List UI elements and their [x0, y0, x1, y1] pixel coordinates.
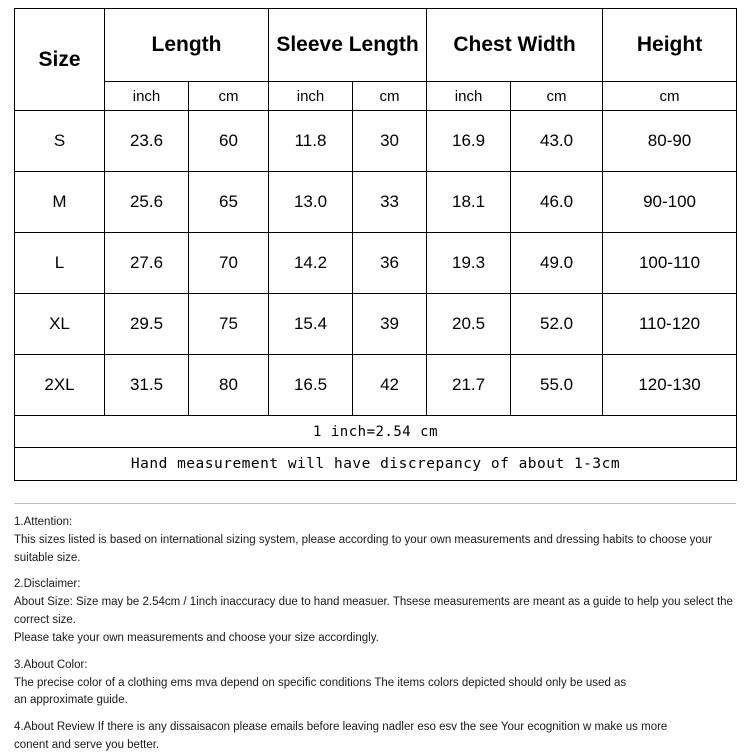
footnote-discrepancy: Hand measurement will have discrepancy of about 1-3cm: [15, 448, 737, 481]
unit-height-cm: cm: [603, 82, 737, 111]
cell-sleeve-inch: 15.4: [269, 294, 353, 355]
note-about-review: [14, 719, 736, 755]
cell-sleeve-inch: 14.2: [269, 233, 353, 294]
cell-chest-inch: 21.7: [427, 355, 511, 416]
cell-sleeve-inch: 16.5: [269, 355, 353, 416]
size-chart-table: [14, 8, 737, 481]
cell-chest-inch: 19.3: [427, 233, 511, 294]
cell-length-cm: 80: [189, 355, 269, 416]
footnote-conversion: 1 inch=2.54 cm: [15, 416, 737, 448]
cell-length-cm: 60: [189, 111, 269, 172]
cell-size: S: [15, 111, 105, 172]
note-attention: [14, 514, 736, 567]
cell-size: L: [15, 233, 105, 294]
cell-sleeve-cm: 30: [353, 111, 427, 172]
cell-length-inch: 25.6: [105, 172, 189, 233]
table-row: [15, 111, 737, 172]
cell-chest-cm: 55.0: [511, 355, 603, 416]
cell-size: 2XL: [15, 355, 105, 416]
table-row: [15, 233, 737, 294]
unit-length-inch: inch: [105, 82, 189, 111]
cell-chest-cm: 49.0: [511, 233, 603, 294]
cell-length-cm: 65: [189, 172, 269, 233]
column-header-chest-width: Chest Width: [427, 9, 603, 82]
cell-chest-inch: 16.9: [427, 111, 511, 172]
column-header-sleeve-length: Sleeve Length: [269, 9, 427, 82]
cell-sleeve-inch: 13.0: [269, 172, 353, 233]
unit-chest-inch: inch: [427, 82, 511, 111]
cell-sleeve-cm: 36: [353, 233, 427, 294]
column-header-height: Height: [603, 9, 737, 82]
note-line: Please take your own measurements and choose your size accordingly.: [14, 631, 379, 644]
table-header-row: [15, 9, 737, 82]
cell-chest-inch: 18.1: [427, 172, 511, 233]
cell-length-cm: 70: [189, 233, 269, 294]
note-title: 2.Disclaimer:: [14, 578, 81, 591]
column-header-length: Length: [105, 9, 269, 82]
note-title: 4.About Review If there is any dissaisacon please emails before leaving nadler eso esv the see Your ecognition w make us more: [14, 721, 668, 734]
cell-height-cm: 120-130: [603, 355, 737, 416]
note-title: 1.Attention:: [14, 516, 73, 528]
unit-sleeve-inch: inch: [269, 82, 353, 111]
unit-chest-cm: cm: [511, 82, 603, 111]
note-line: an approximate guide.: [14, 694, 128, 707]
cell-length-inch: 27.6: [105, 233, 189, 294]
column-header-size: Size: [15, 9, 105, 111]
cell-sleeve-cm: 42: [353, 355, 427, 416]
table-footnote-conversion-row: [15, 416, 737, 448]
note-line: The precise color of a clothing ems mva depend on specific conditions The items colors depicted should only be used as: [14, 676, 627, 689]
notes-section: [0, 504, 750, 755]
cell-height-cm: 90-100: [603, 172, 737, 233]
cell-height-cm: 110-120: [603, 294, 737, 355]
cell-size: XL: [15, 294, 105, 355]
table-row: [15, 172, 737, 233]
table-unit-row: [15, 82, 737, 111]
cell-sleeve-cm: 33: [353, 172, 427, 233]
table-footnote-discrepancy-row: [15, 448, 737, 481]
cell-height-cm: 100-110: [603, 233, 737, 294]
unit-sleeve-cm: cm: [353, 82, 427, 111]
note-line: This sizes listed is based on international sizing system, please according to your own measurements and dressing habits to choose your suitable size.: [14, 533, 713, 564]
note-disclaimer: [14, 576, 736, 647]
note-about-color: [14, 657, 736, 710]
table-row: [15, 294, 737, 355]
cell-sleeve-inch: 11.8: [269, 111, 353, 172]
cell-chest-cm: 43.0: [511, 111, 603, 172]
cell-length-inch: 29.5: [105, 294, 189, 355]
cell-size: M: [15, 172, 105, 233]
cell-length-cm: 75: [189, 294, 269, 355]
cell-length-inch: 31.5: [105, 355, 189, 416]
note-title: 3.About Color:: [14, 658, 88, 671]
unit-length-cm: cm: [189, 82, 269, 111]
cell-chest-cm: 46.0: [511, 172, 603, 233]
cell-height-cm: 80-90: [603, 111, 737, 172]
table-row: [15, 355, 737, 416]
cell-length-inch: 23.6: [105, 111, 189, 172]
note-line: About Size: Size may be 2.54cm / 1inch inaccuracy due to hand measuer. Thsese measurements are meant as a guide to help you select the correct size.: [14, 596, 733, 627]
cell-sleeve-cm: 39: [353, 294, 427, 355]
cell-chest-cm: 52.0: [511, 294, 603, 355]
cell-chest-inch: 20.5: [427, 294, 511, 355]
note-line: conent and serve you better.: [14, 738, 160, 751]
